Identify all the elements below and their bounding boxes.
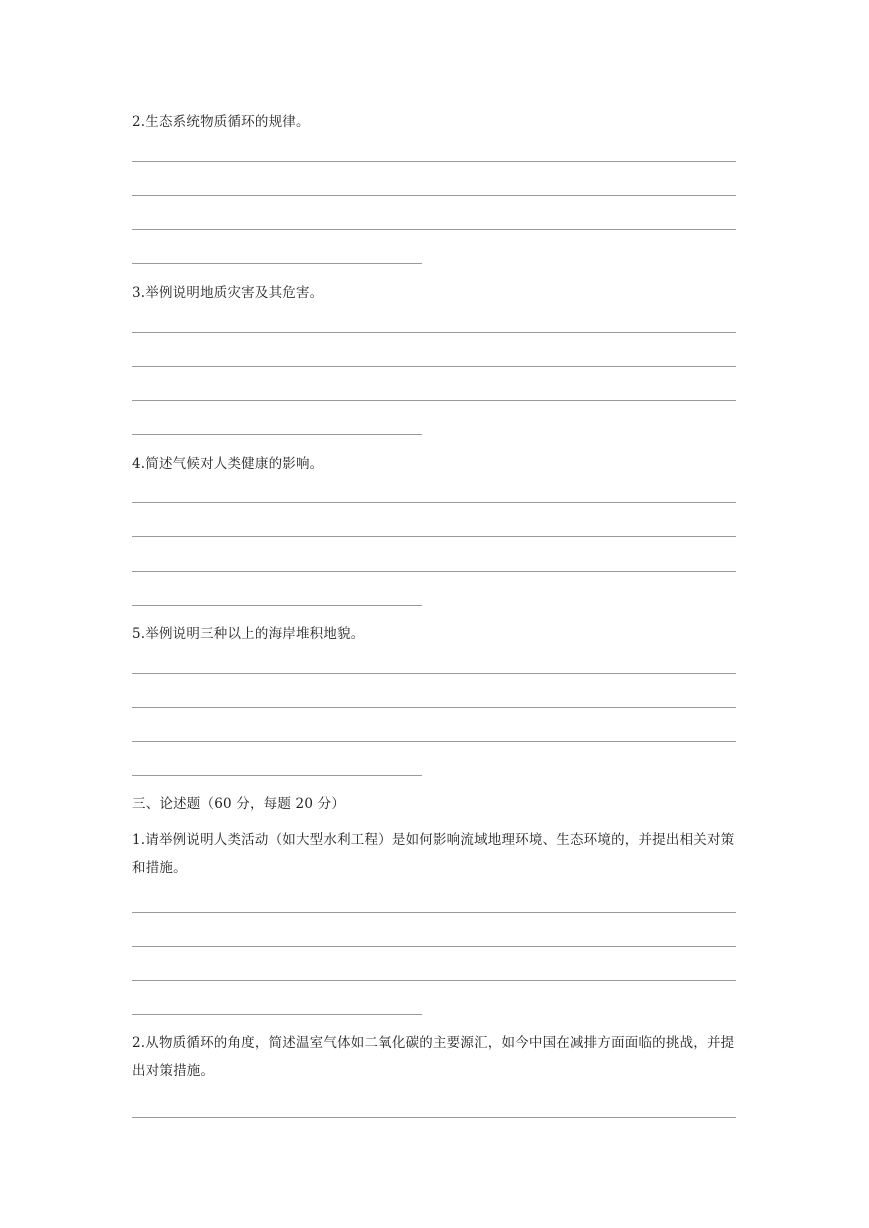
answer-line[interactable] xyxy=(132,946,736,947)
essay-question-1-text: 1.请举例说明人类活动（如大型水利工程）是如何影响流域地理环境、生态环境的，并提出相关对策和措施。 xyxy=(132,832,735,876)
answer-line[interactable] xyxy=(132,605,422,606)
answer-line[interactable] xyxy=(132,434,422,435)
answer-line[interactable] xyxy=(132,229,736,230)
question-4-text: 4.简述气候对人类健康的影响。 xyxy=(132,456,324,472)
answer-line[interactable] xyxy=(132,536,736,537)
answer-line[interactable] xyxy=(132,571,736,572)
answer-line[interactable] xyxy=(132,366,736,367)
answer-line[interactable] xyxy=(132,263,422,264)
answer-line[interactable] xyxy=(132,912,736,913)
question-5-text: 5.举例说明三种以上的海岸堆积地貌。 xyxy=(132,626,365,642)
answer-line[interactable] xyxy=(132,1117,736,1118)
answer-line[interactable] xyxy=(132,707,736,708)
answer-line[interactable] xyxy=(132,161,736,162)
answer-line[interactable] xyxy=(132,980,736,981)
answer-line[interactable] xyxy=(132,332,736,333)
question-2-text: 2.生态系统物质循环的规律。 xyxy=(132,114,310,130)
answer-line[interactable] xyxy=(132,400,736,401)
answer-line[interactable] xyxy=(132,741,736,742)
answer-line[interactable] xyxy=(132,1014,422,1015)
answer-line[interactable] xyxy=(132,195,736,196)
question-3-text: 3.举例说明地质灾害及其危害。 xyxy=(132,285,324,301)
answer-line[interactable] xyxy=(132,502,736,503)
answer-line[interactable] xyxy=(132,673,736,674)
essay-question-2-text: 2.从物质循环的角度，简述温室气体如二氧化碳的主要源汇，如今中国在减排方面面临的挑战，并提出对策措施。 xyxy=(132,1035,735,1079)
section-3-heading: 三、论述题（60 分，每题 20 分） xyxy=(132,796,346,812)
answer-line[interactable] xyxy=(132,775,422,776)
